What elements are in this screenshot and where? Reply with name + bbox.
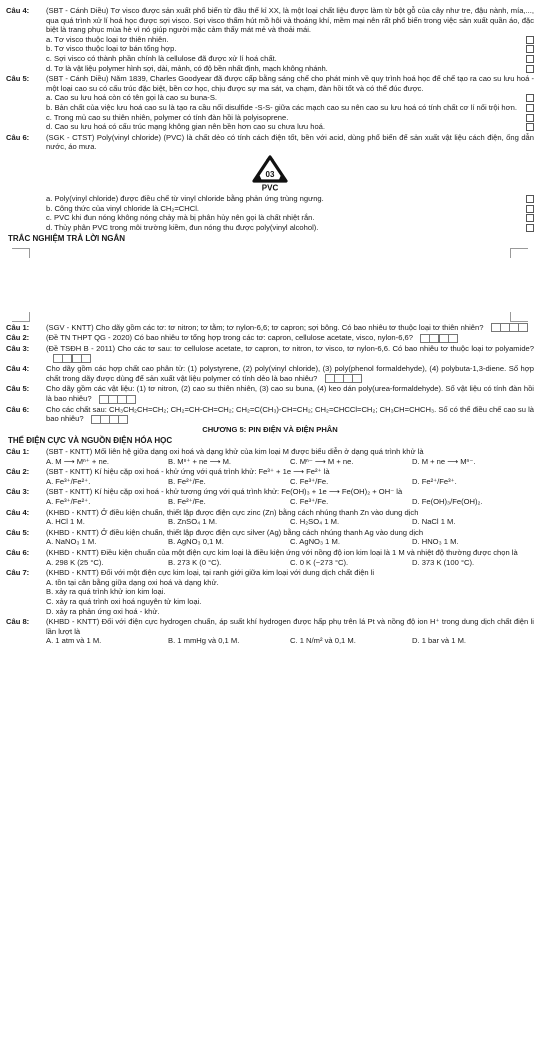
choice-a[interactable]: A. Fe³⁺/Fe²⁺. [46,496,91,506]
choice-c[interactable]: C. Fe³⁺/Fe. [290,476,329,486]
frame-corner [12,248,30,258]
short-question-4: Câu 4: Cho dãy gồm các hợp chất cao phân tử: (1) polystyrene, (2) poly(vinyl chloride), (3) poly(phenol formaldehyde), (4) polybuta-1,3-diene. Số hợp chất trong dãy được dùng để sản xuất vật liệu polymer có tính dẻo là bao nhiêu? [6,364,534,383]
choice-d[interactable]: D. M + ne ⟶ Mⁿ⁻. [412,456,476,466]
choice-d[interactable]: D. NaCl 1 M. [412,517,456,527]
answer-checkbox[interactable] [526,55,534,63]
option-d: d. Cao su lưu hoá có cấu trúc mạng không gian nên bền hơn cao su chưa lưu hoá. [6,122,534,132]
answer-boxes[interactable] [325,374,362,383]
choice-c[interactable]: C. H₂SO₄ 1 M. [290,517,340,527]
blank-frame [6,244,534,322]
question-number: Câu 4: [6,6,30,15]
cropped-previous-line [118,2,534,5]
option-d: d. Tơ là vật liệu polymer hình sợi, dài, mảnh, có độ bền nhất định, mạch không nhánh. [6,64,534,74]
option-c: c. Trong mủ cao su thiên nhiên, polymer có tính đàn hồi là polyisoprene. [6,113,534,123]
question-6-true-false [6,133,534,233]
answer-checkbox[interactable] [526,65,534,73]
answer-boxes[interactable] [491,323,528,332]
choice-c[interactable]: C. AgNO₃ 1 M. [290,537,340,547]
choice-b[interactable]: B. ZnSO₄ 1 M. [168,517,218,527]
choice-b[interactable]: B. 273 K (0 °C). [168,557,222,567]
choice-a[interactable]: A. HCl 1 M. [46,517,85,527]
option-b: b. Công thức của vinyl chloride là CH₂=CHCl. [6,204,534,214]
mc-question-1: Câu 1: (SBT - KNTT) Mối liên hệ giữa dạng oxi hoá và dạng khử của kim loại M được biểu diễn ở dạng quá trình khử là A. M ⟶ Mⁿ⁺ + ne. B. Mⁿ⁺ + ne ⟶ M. C. Mⁿ⁻ ⟶ M + ne. D. M + ne ⟶ Mⁿ⁻. [6,447,534,466]
choice-b[interactable]: B. xảy ra quá trình khử ion kim loại. [46,587,166,597]
option-b: b. Tơ visco thuộc loại tơ bán tổng hợp. [6,44,534,54]
choice-b[interactable]: B. Fe²⁺/Fe. [168,496,206,506]
answer-checkbox[interactable] [526,45,534,53]
answer-checkbox[interactable] [526,195,534,203]
choice-d[interactable]: D. Fe²⁺/Fe³⁺. [412,476,457,486]
recycling-triangle-icon [250,154,290,192]
option-a: a. Poly(vinyl chloride) được điều chế từ vinyl chloride bằng phản ứng trùng ngưng. [6,194,534,204]
choice-d[interactable]: D. HNO₃ 1 M. [412,537,459,547]
option-d: d. Thủy phân PVC trong môi trường kiềm, đun nóng thu được poly(vinyl alcohol). [6,223,534,233]
question-text: (SGK - CTST) Poly(vinyl chloride) (PVC) là chất dẻo có tính cách điện tốt, bền với acid, dùng phổ biến để sản xuất vật liệu cách điện, ống dẫn nước, áo mưa. [46,132,534,152]
choice-b[interactable]: B. Fe²⁺/Fe. [168,476,206,486]
answer-checkbox[interactable] [526,205,534,213]
question-5-true-false [6,74,534,132]
choice-a[interactable]: A. 298 K (25 °C). [46,557,104,567]
emblem-number: 03 [265,169,275,179]
mc-question-4: Câu 4: (KHBD - KNTT) Ở điều kiện chuẩn, thiết lập được điện cực zinc (Zn) bằng cách nhúng thanh Zn vào dung dịch A. HCl 1 M. B. ZnSO₄ 1 M. C. H₂SO₄ 1 M. D. NaCl 1 M. [6,508,534,527]
question-text: (SBT - Cánh Diều) Năm 1839, Charles Goodyear đã được cấp bằng sáng chế cho phát minh về quy trình hoá học để chế tạo ra cao su lưu hoá - một loại cao su có cấu trúc đặc biệt, bền cơ học, chịu được sự ma sát, va chạm, đàn hồi tốt và có thể đúc được. [46,74,534,93]
answer-checkbox[interactable] [526,214,534,222]
short-question-3: Câu 3: (Đề TSĐH B - 2011) Cho các tơ sau: tơ cellulose acetate, tơ capron, tơ nitron, tơ visco, tơ nylon-6,6. Có bao nhiêu tơ thuộc loại tơ polyamide? [6,344,534,363]
mc-question-3: Câu 3: (SBT - KNTT) Kí hiệu cặp oxi hoá - khử tương ứng với quá trình khử: Fe(OH)₃ + 1e ⟶ Fe(OH)₂ + OH⁻ là A. Fe³⁺/Fe²⁺. B. Fe²⁺/Fe. C. Fe³⁺/Fe. D. Fe(OH)₃/Fe(OH)₂. [6,487,534,506]
frame-corner [510,312,528,322]
choice-c[interactable]: C. xảy ra quá trình oxi hoá nguyên tử kim loại. [46,596,202,606]
section-heading-short-answer: TRẮC NGHIỆM TRẢ LỜI NGẮN [8,234,126,244]
mc-question-2: Câu 2: (SBT - KNTT) Kí hiệu cặp oxi hoá - khử ứng với quá trình khử: Fe³⁺ + 1e ⟶ Fe²⁺ là A. Fe³⁺/Fe²⁺. B. Fe²⁺/Fe. C. Fe³⁺/Fe. D. Fe²⁺/Fe³⁺. [6,467,534,486]
choice-c[interactable]: C. Mⁿ⁻ ⟶ M + ne. [290,456,354,466]
option-c: c. Sợi visco có thành phần chính là cellulose đã được xử lí hoá chất. [6,54,534,64]
question-number: Câu 6: [6,132,30,142]
chapter-title: CHƯƠNG 5: PIN ĐIỆN VÀ ĐIỆN PHÂN [202,424,338,434]
choice-c[interactable]: C. Fe³⁺/Fe. [290,496,329,506]
frame-corner [510,248,528,258]
choice-b[interactable]: B. Mⁿ⁺ + ne ⟶ M. [168,456,232,466]
answer-checkbox[interactable] [526,94,534,102]
choice-d[interactable]: D. Fe(OH)₃/Fe(OH)₂. [412,496,483,506]
question-4-true-false [6,6,534,73]
mc-question-5: Câu 5: (KHBD - KNTT) Ở điều kiện chuẩn, thiết lập được điện cực silver (Ag) bằng cách nhúng thanh Ag vào dung dịch A. NaNO₃ 1 M. B. AgNO₃ 0,1 M. C. AgNO₃ 1 M. D. HNO₃ 1 M. [6,528,534,547]
choice-a[interactable]: A. 1 atm và 1 M. [46,636,102,646]
answer-boxes[interactable] [54,354,91,363]
answer-checkbox[interactable] [526,36,534,44]
answer-checkbox[interactable] [526,123,534,131]
mc-question-8: Câu 8: (KHBD - KNTT) Đối với điện cực hydrogen chuẩn, áp suất khí hydrogen được hấp phụ trên lá Pt và nồng độ ion H⁺ trong dung dịch chất điện li lần lượt là A. 1 atm và 1 M. B. 1 mmHg và 0,1 M. C. 1 N/m² và 0,1 M. D. 1 bar và 1 M. [6,617,534,646]
choice-b[interactable]: B. 1 mmHg và 0,1 M. [168,636,240,646]
option-b: b. Bản chất của việc lưu hoá cao su là tạo ra cầu nối disulfide -S-S- giữa các mạch cao su nên cao su lưu hoá có tính chất cơ lí nổi trội hơn. [6,103,534,113]
answer-checkbox[interactable] [526,104,534,112]
short-question-5: Câu 5: Cho dãy gồm các vật liệu: (1) tơ nitron, (2) cao su thiên nhiên, (3) cao su buna, (4) keo dán poly(urea-formaldehyde). Số vật liệu có tính đàn hồi là bao nhiêu? [6,384,534,404]
choice-c[interactable]: C. 1 N/m² và 0,1 M. [290,636,356,646]
emblem-label: PVC [261,183,279,192]
short-question-2: Câu 2: (Đề TN THPT QG - 2020) Có bao nhiêu tơ tổng hợp trong các tơ: capron, cellulose acetate, visco, nylon-6,6? [6,333,534,343]
option-a: a. Cao su lưu hoá còn có tên gọi là cao su buna-S. [6,93,534,103]
answer-checkbox[interactable] [526,224,534,232]
choice-a[interactable]: A. Fe³⁺/Fe²⁺. [46,476,91,486]
choice-a[interactable]: A. M ⟶ Mⁿ⁺ + ne. [46,456,110,466]
option-a: a. Tơ visco thuộc loại tơ thiên nhiên. [6,35,534,45]
answer-boxes[interactable] [100,395,137,404]
pvc-recycling-emblem [6,154,534,192]
question-number: Câu 5: [6,74,30,84]
choice-b[interactable]: B. AgNO₃ 0,1 M. [168,537,224,547]
answer-boxes[interactable] [421,334,458,343]
choice-d[interactable]: D. 373 K (100 °C). [412,557,475,567]
short-question-6: Câu 6: Cho các chất sau: CH₃CH₂CH=CH₂; CH₂=CH-CH=CH₂; CH₂=C(CH₃)-CH=CH₂; CH₂=CHCCl=CH₂; CH₃CH=CHCH₃. Số có thể điều chế cao su là bao nhiêu? [6,404,534,424]
choice-a[interactable]: A. tồn tại cân bằng giữa dạng oxi hoá và dạng khử. [46,577,219,587]
short-question-1: Câu 1: (SGV - KNTT) Cho dãy gồm các tơ: tơ nitron; tơ tằm; tơ nylon-6,6; tơ capron; sợi bông. Có bao nhiêu tơ thuộc loại tơ thiên nhiên? [6,323,534,333]
section-heading-electrode-potential: THẾ ĐIỆN CỰC VÀ NGUỒN ĐIỆN HÓA HỌC [8,436,173,446]
frame-corner [12,312,30,322]
answer-boxes[interactable] [92,415,129,424]
choice-d[interactable]: D. 1 bar và 1 M. [412,636,467,646]
choice-a[interactable]: A. NaNO₃ 1 M. [46,537,97,547]
answer-checkbox[interactable] [526,114,534,122]
choice-c[interactable]: C. 0 K (−273 °C). [290,557,349,567]
mc-question-6: Câu 6: (KHBD - KNTT) Điều kiện chuẩn của một điện cực kim loại là điều kiện ứng với nồng độ ion kim loại là 1 M và nhiệt độ thường được chọn là A. 298 K (25 °C). B. 273 K (0 °C). C. 0 K (−273 °C). D. 373 K (100 °C). [6,548,534,567]
question-text: (SBT - Cánh Diều) Tơ visco được sản xuất phổ biến từ đầu thế kỉ XX, là một loại chất liệu được làm từ bột gỗ của cây như tre, đậu nành, mía,..., qua quá trình xử lí hoá học được sợi visco. Sợi visco thấm hút mồ hôi và thoáng khí, mềm mại nên rất phổ biến trong việc sản xuất quần áo, đặc biệt là trang phục mùa hè vì nó giúp người mặc cảm thấy mát mẻ và thoải mái. [46,6,534,35]
choice-d[interactable]: D. xảy ra phản ứng oxi hoá - khử. [46,606,160,616]
option-c: c. PVC khi đun nóng không nóng chảy mà bị phân hủy nên gọi là chất nhiệt rắn. [6,213,534,223]
mc-question-7: Câu 7: (KHBD - KNTT) Đối với một điện cực kim loại, tại ranh giới giữa kim loại với dung dịch chất điện li A. tồn tại cân bằng giữa dạng oxi hoá và dạng khử. B. xảy ra quá trình khử ion kim loại. C. xảy ra quá trình oxi hoá nguyên tử kim loại. D. xảy ra phản ứng oxi hoá - khử. [6,568,534,616]
